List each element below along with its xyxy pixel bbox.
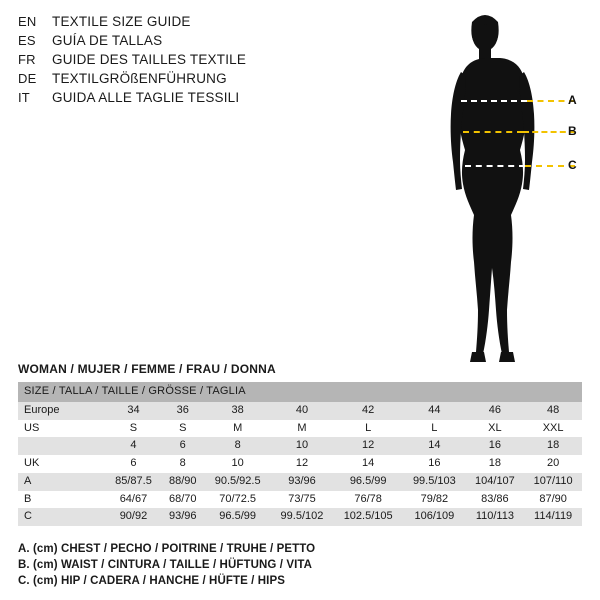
language-row bbox=[18, 14, 318, 29]
table-cell: 48 bbox=[547, 403, 560, 416]
language-row bbox=[18, 33, 318, 48]
table-row bbox=[18, 508, 582, 526]
language-row bbox=[18, 71, 318, 86]
language-code: DE bbox=[18, 71, 37, 86]
table-cell: 90.5/92.5 bbox=[214, 474, 261, 487]
language-code: EN bbox=[18, 14, 37, 29]
table-cell: 4 bbox=[130, 439, 137, 452]
language-title: TEXTILGRÖßENFÜHRUNG bbox=[52, 71, 227, 86]
footnotes bbox=[18, 543, 578, 591]
table-cell: 6 bbox=[179, 439, 186, 452]
measure-label-b: B bbox=[568, 124, 577, 138]
row-label: US bbox=[24, 421, 40, 434]
table-cell: 40 bbox=[295, 403, 309, 416]
table-cell: 114/119 bbox=[534, 510, 573, 523]
table-cell: S bbox=[179, 421, 187, 434]
table-cell: 46 bbox=[488, 403, 502, 416]
table-cell: 6 bbox=[130, 457, 137, 469]
table-row bbox=[18, 491, 582, 509]
row-label: UK bbox=[24, 457, 40, 469]
language-title: GUIDE DES TAILLES TEXTILE bbox=[52, 52, 247, 67]
table-cell: 102.5/105 bbox=[343, 510, 393, 523]
language-row bbox=[18, 52, 318, 67]
row-label bbox=[18, 437, 106, 455]
measure-label-a: A bbox=[568, 93, 577, 107]
table-cell: 8 bbox=[234, 439, 241, 452]
table-cell: 90/92 bbox=[119, 510, 148, 523]
table-cell: M bbox=[297, 421, 307, 434]
language-code: ES bbox=[18, 33, 36, 48]
table-cell: L bbox=[365, 421, 372, 434]
measure-line-hip-body bbox=[465, 165, 525, 167]
footnote-waist: B. (cm) WAIST / CINTURA / TAILLE / HÜFTUNG / VITA bbox=[18, 559, 313, 571]
table-cell: 73/75 bbox=[288, 492, 316, 505]
measure-label-c: C bbox=[568, 158, 577, 172]
footnote-hip: C. (cm) HIP / CADERA / HANCHE / HÜFTE / HIPS bbox=[18, 575, 286, 587]
row-label: B bbox=[24, 492, 32, 505]
table-cell: 34 bbox=[127, 403, 140, 416]
table-cell: 18 bbox=[547, 439, 560, 452]
language-title: GUIDA ALLE TAGLIE TESSILI bbox=[52, 90, 240, 105]
language-code: FR bbox=[18, 52, 36, 67]
table-cell: 12 bbox=[362, 439, 375, 452]
table-cell: XL bbox=[488, 421, 502, 434]
table-cell: S bbox=[129, 421, 138, 434]
female-silhouette-icon bbox=[420, 10, 590, 370]
table-cell: 20 bbox=[547, 457, 560, 469]
language-title: TEXTILE SIZE GUIDE bbox=[52, 14, 191, 29]
table-cell: 87/90 bbox=[539, 492, 567, 505]
table-cell: 10 bbox=[231, 457, 244, 469]
table-header-row bbox=[18, 382, 582, 402]
table-cell: 107/110 bbox=[533, 474, 573, 487]
language-row bbox=[18, 90, 318, 105]
table-header-label: SIZE / TALLA / TAILLE / GRÖSSE / TAGLIA bbox=[24, 385, 246, 397]
row-label: Europe bbox=[24, 403, 60, 416]
table-cell: 99.5/103 bbox=[412, 474, 456, 487]
table-cell: L bbox=[431, 421, 438, 434]
row-label: A bbox=[24, 474, 32, 487]
table-cell: 36 bbox=[176, 403, 189, 416]
table-cell: 93/96 bbox=[168, 510, 197, 523]
table-cell: 88/90 bbox=[168, 474, 197, 487]
language-title: GUÍA DE TALLAS bbox=[52, 33, 163, 48]
table-cell: 16 bbox=[428, 457, 441, 469]
table-cell: 10 bbox=[295, 439, 309, 452]
table-cell: 14 bbox=[362, 457, 375, 469]
language-title-block bbox=[18, 14, 318, 109]
table-row bbox=[18, 402, 582, 420]
table-row bbox=[18, 420, 582, 438]
table-cell: 70/72.5 bbox=[219, 492, 256, 505]
table-cell: 14 bbox=[428, 439, 441, 452]
table-cell: 99.5/102 bbox=[280, 510, 324, 523]
measure-line-chest-body bbox=[461, 100, 527, 102]
table-cell: 83/86 bbox=[481, 492, 509, 505]
table-row bbox=[18, 473, 582, 491]
table-cell: 18 bbox=[488, 457, 502, 469]
table-cell: 85/87.5 bbox=[115, 474, 152, 487]
section-caption: WOMAN / MUJER / FEMME / FRAU / DONNA bbox=[18, 362, 276, 376]
table-cell: 96.5/99 bbox=[349, 474, 387, 487]
body-figure bbox=[420, 10, 590, 370]
table-cell: 42 bbox=[362, 403, 375, 416]
table-cell: 16 bbox=[488, 439, 502, 452]
table-cell: 79/82 bbox=[420, 492, 449, 505]
measure-line-waist-body bbox=[463, 131, 523, 133]
table-cell: 93/96 bbox=[288, 474, 316, 487]
table-cell: 38 bbox=[231, 403, 244, 416]
table-cell: 96.5/99 bbox=[219, 510, 256, 523]
table-cell: 12 bbox=[295, 457, 309, 469]
table-cell: 106/109 bbox=[414, 510, 455, 523]
footnote-chest: A. (cm) CHEST / PECHO / POITRINE / TRUHE / PETTO bbox=[18, 543, 316, 555]
table-row bbox=[18, 455, 582, 473]
table-cell: 76/78 bbox=[354, 492, 382, 505]
size-table bbox=[18, 382, 582, 526]
table-row bbox=[18, 437, 582, 455]
table-cell: 64/67 bbox=[119, 492, 148, 505]
table-cell: 68/70 bbox=[168, 492, 197, 505]
language-code: IT bbox=[18, 90, 30, 105]
table-cell: 104/107 bbox=[475, 474, 515, 487]
row-label: C bbox=[24, 510, 32, 523]
size-table-wrapper bbox=[18, 382, 582, 526]
table-cell: M bbox=[233, 421, 243, 434]
table-cell: 8 bbox=[179, 457, 186, 469]
table-cell: 44 bbox=[428, 403, 441, 416]
table-cell: XXL bbox=[542, 421, 564, 434]
table-cell: 110/113 bbox=[475, 510, 514, 523]
